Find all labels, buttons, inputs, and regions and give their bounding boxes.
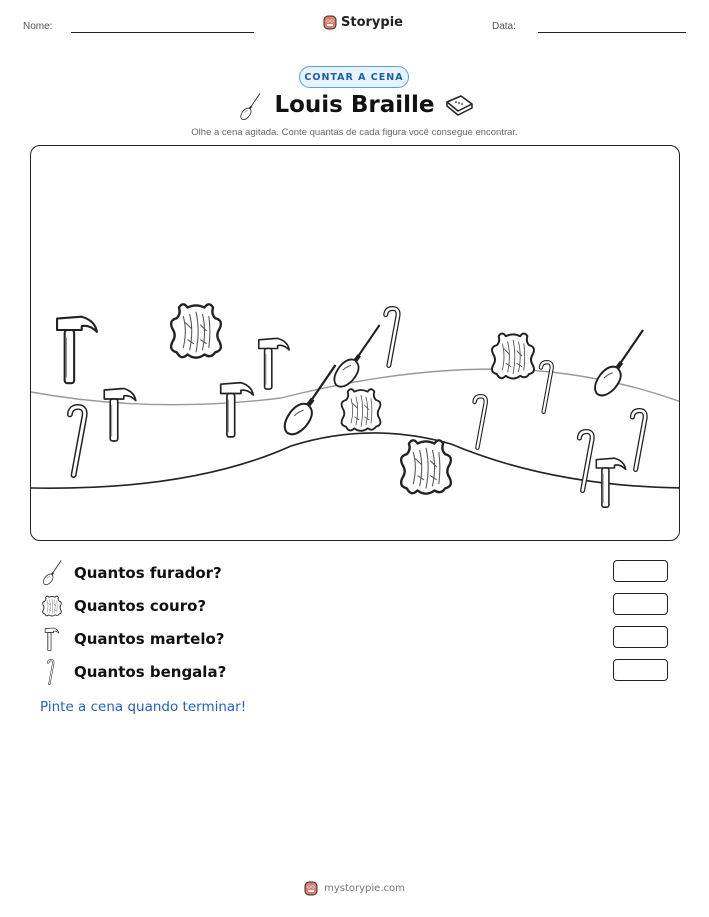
date-line[interactable] bbox=[538, 32, 686, 33]
awl-figure bbox=[285, 366, 335, 434]
question-text: Quantos furador? bbox=[74, 564, 222, 582]
awl-icon bbox=[38, 559, 66, 587]
question-row-awl bbox=[38, 558, 678, 588]
page-title: Louis Braille bbox=[274, 92, 435, 118]
hammer-figure bbox=[221, 383, 254, 437]
awl-figure bbox=[595, 331, 642, 396]
storypie-mascot-icon bbox=[304, 880, 318, 896]
leather-hide-icon bbox=[38, 592, 66, 620]
answer-box[interactable] bbox=[613, 560, 668, 582]
cane-figure bbox=[475, 396, 486, 448]
answer-box[interactable] bbox=[613, 593, 668, 615]
leather-hide-figure bbox=[342, 389, 381, 431]
question-row-leather bbox=[38, 591, 678, 621]
storypie-mascot-icon bbox=[323, 14, 337, 30]
hammer-icon bbox=[38, 625, 66, 653]
brand-name: Storypie bbox=[341, 14, 403, 30]
footer bbox=[0, 880, 709, 896]
activity-badge: CONTAR A CENA bbox=[299, 66, 409, 88]
hammer-figure bbox=[259, 338, 289, 389]
scene-frame bbox=[30, 145, 680, 541]
awl-figure bbox=[334, 326, 379, 387]
leather-hide-figure bbox=[171, 304, 221, 357]
hammer-figure bbox=[57, 317, 97, 384]
leather-hide-figure bbox=[492, 334, 534, 379]
question-text: Quantos couro? bbox=[74, 597, 207, 615]
coloring-instruction: Pinte a cena quando terminar! bbox=[40, 699, 247, 715]
question-text: Quantos martelo? bbox=[74, 630, 225, 648]
cane-icon bbox=[38, 658, 66, 686]
answer-box[interactable] bbox=[613, 626, 668, 648]
question-text: Quantos bengala? bbox=[74, 663, 227, 681]
answer-box[interactable] bbox=[613, 659, 668, 681]
leather-hide-figure bbox=[401, 440, 451, 493]
footer-url[interactable]: mystorypie.com bbox=[324, 882, 405, 894]
cane-figure bbox=[632, 411, 645, 470]
question-row-cane bbox=[38, 657, 678, 687]
brand-logo bbox=[323, 14, 403, 30]
scene-canvas bbox=[31, 146, 680, 541]
hammer-figure bbox=[104, 389, 136, 442]
question-row-hammer bbox=[38, 624, 678, 654]
name-line[interactable] bbox=[71, 32, 254, 33]
cane-figure bbox=[541, 362, 552, 412]
cane-figure bbox=[70, 407, 85, 475]
date-label: Data: bbox=[492, 21, 516, 32]
braille-book-icon bbox=[444, 94, 474, 116]
name-label: Nome: bbox=[23, 21, 53, 32]
cane-figure bbox=[386, 308, 398, 365]
subtitle: Olhe a cena agitada. Conte quantas de cada figura você consegue encontrar. bbox=[191, 127, 518, 138]
